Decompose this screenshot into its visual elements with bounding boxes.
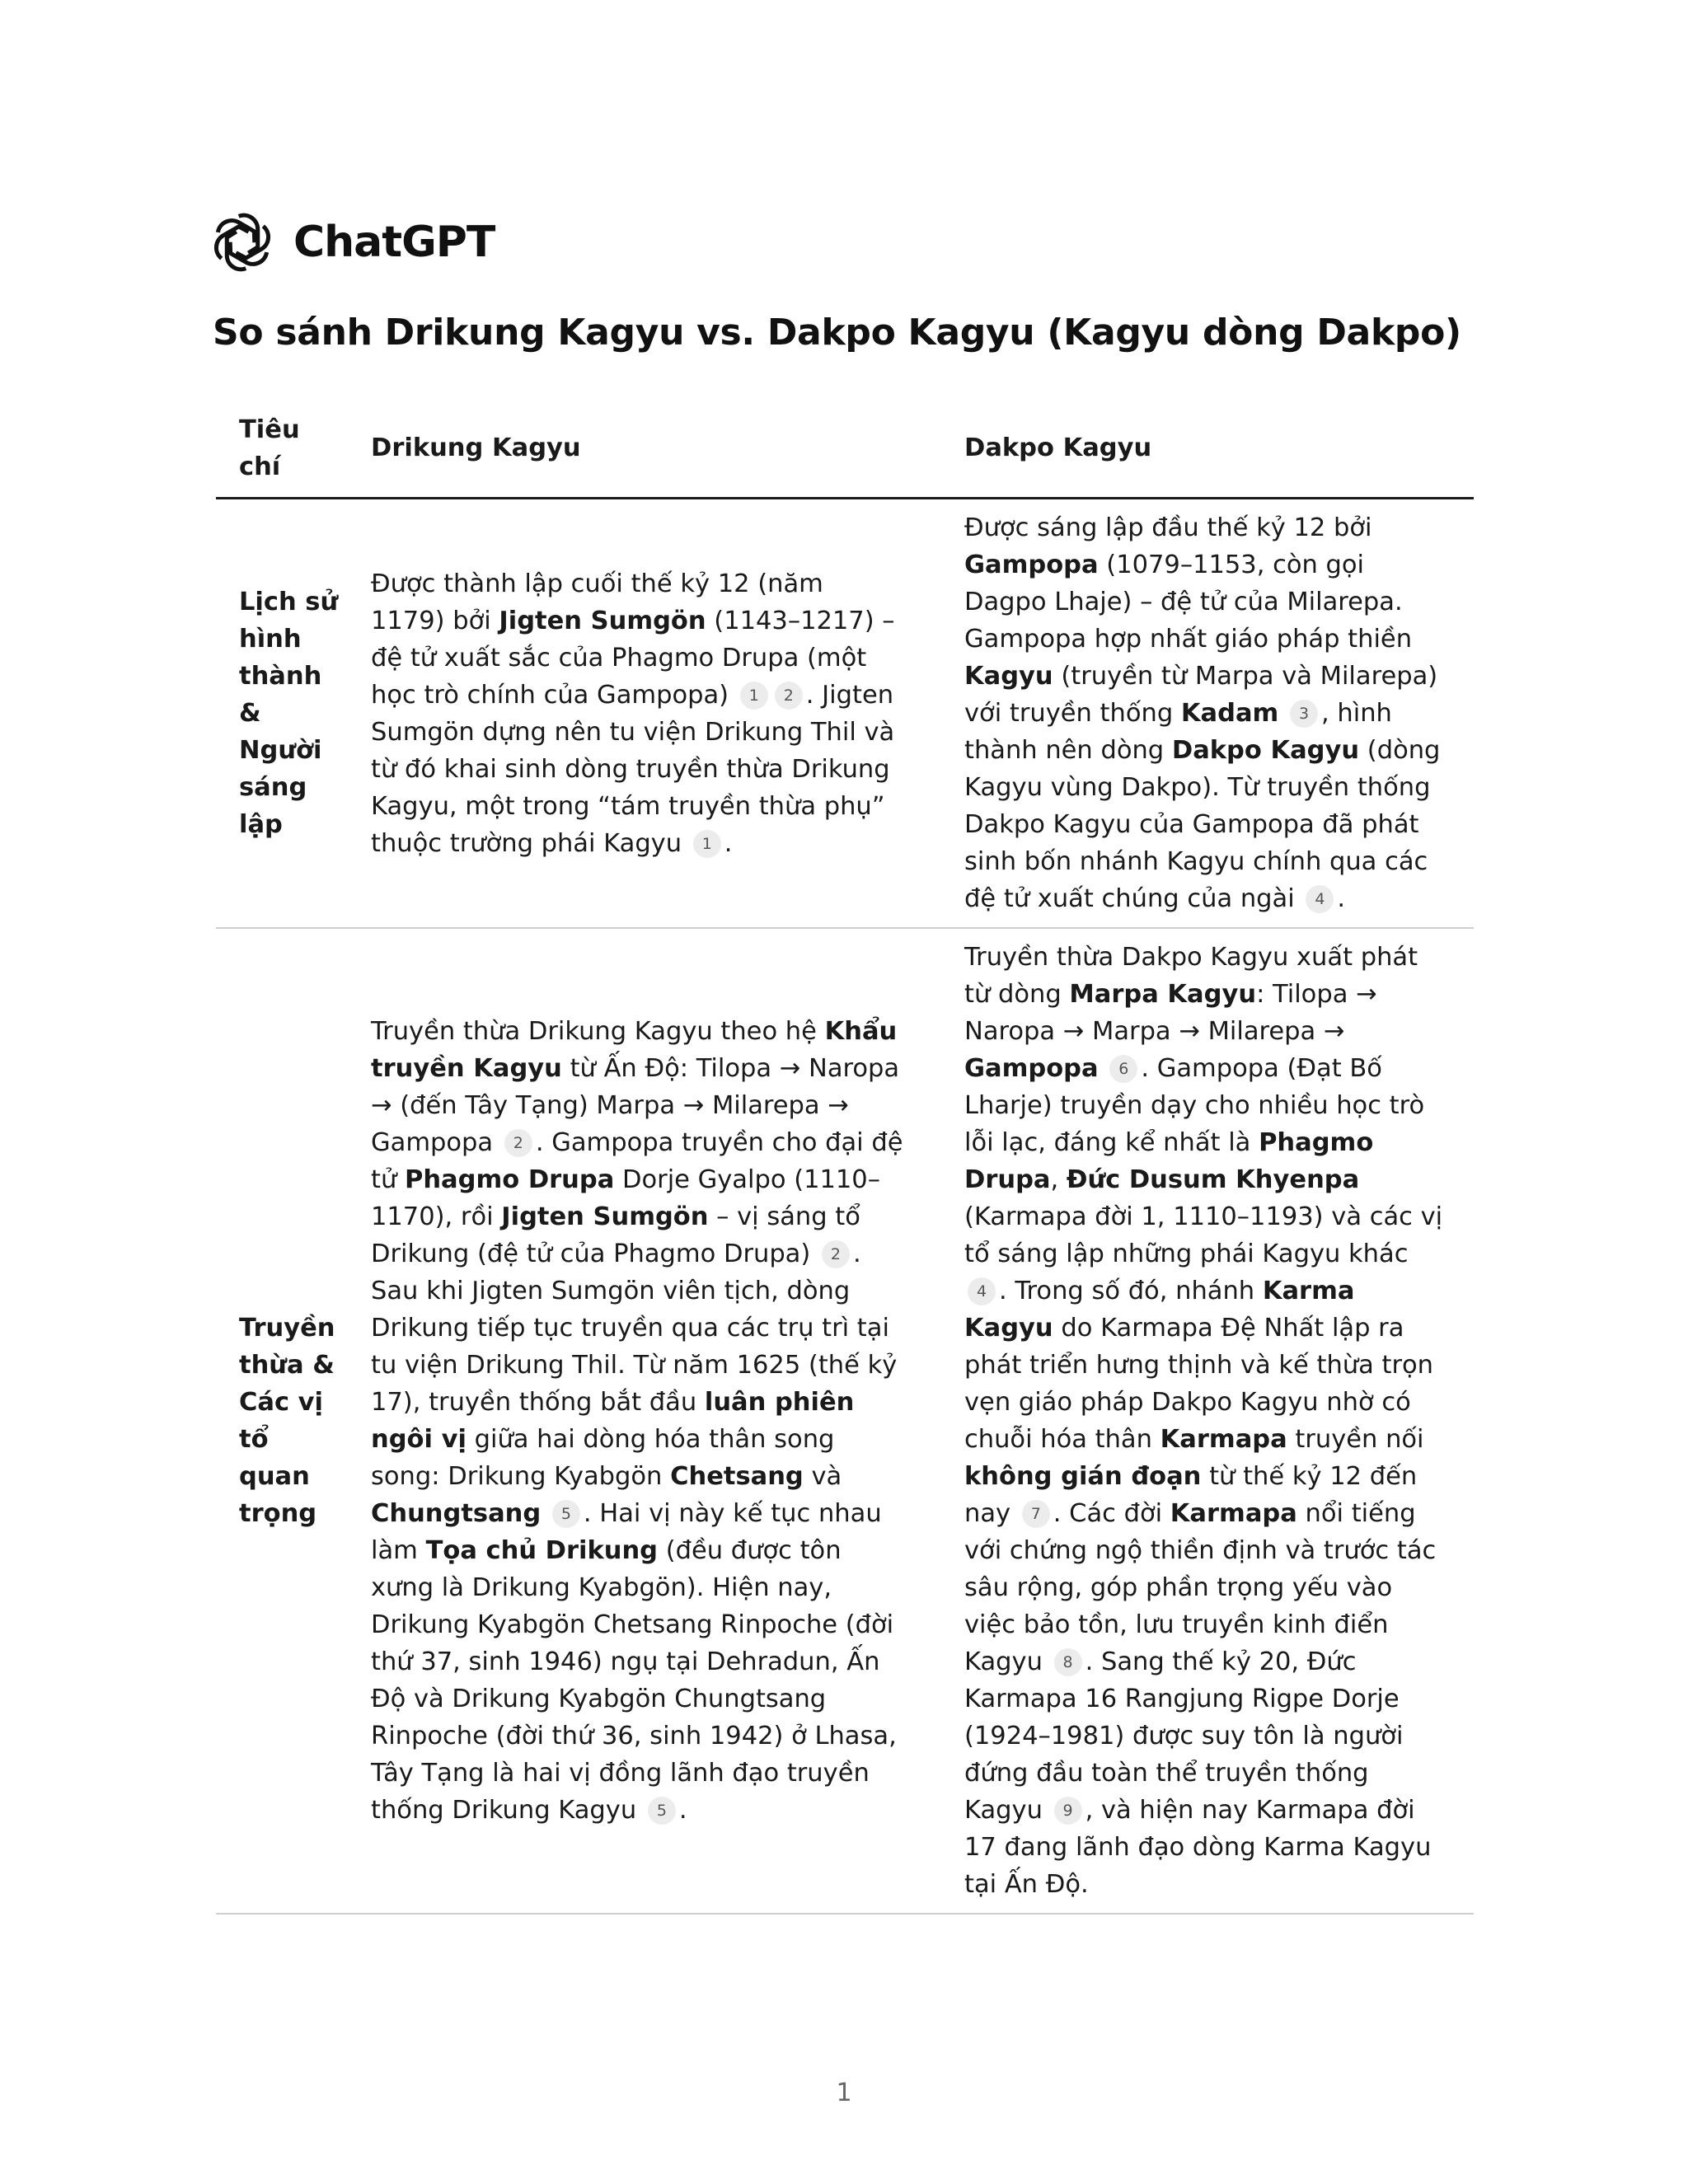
brand-header <box>213 213 495 272</box>
bold-text: Kagyu <box>964 662 1053 691</box>
table-row <box>216 928 1474 1914</box>
header-dakpo: Dakpo Kagyu <box>933 405 1474 499</box>
table-header-row <box>216 405 1474 499</box>
citation-badge[interactable]: 9 <box>1054 1797 1082 1825</box>
citation-badge[interactable]: 5 <box>552 1500 580 1528</box>
bold-text: Jigten Sumgön <box>501 1202 709 1231</box>
bold-text: Marpa Kagyu <box>1069 980 1257 1009</box>
page-number: 1 <box>836 2079 852 2107</box>
citation-badge[interactable]: 4 <box>968 1277 996 1305</box>
bold-text: Gampopa <box>964 551 1099 579</box>
citation-badge[interactable]: 1 <box>740 682 768 710</box>
bold-text: không gián đoạn <box>964 1462 1202 1491</box>
bold-text: Phagmo Drupa <box>404 1165 615 1194</box>
bold-text: Gampopa <box>964 1054 1099 1083</box>
dakpo-cell: Được sáng lập đầu thế kỷ 12 bởi Gampopa (1079–1153, còn gọi Dagpo Lhaje) – đệ tử của Milarepa. Gampopa hợp nhất giáo pháp thiền Kagyu (truyền từ Marpa và Milarepa) với truyền thống Kadam 3 , hình thành nên dòng Dakpo Kagyu (dòng Kagyu vùng Dakpo). Từ truyền thống Dakpo Kagyu của Gampopa đã phát sinh bốn nhánh Kagyu chính qua các đệ tử xuất chúng của ngài 4 . <box>933 499 1474 929</box>
drikung-cell: Truyền thừa Drikung Kagyu theo hệ Khẩu truyền Kagyu từ Ấn Độ: Tilopa → Naropa → (đến Tây Tạng) Marpa → Milarepa → Gampopa 2 . Gampopa truyền cho đại đệ tử Phagmo Drupa Dorje Gyalpo (1110–1170), rồi Jigten Sumgön – vị sáng tổ Drikung (đệ tử của Phagmo Drupa) 2 . Sau khi Jigten Sumgön viên tịch, dòng Drikung tiếp tục truyền qua các trụ trì tại tu viện Drikung Thil. Từ năm 1625 (thế kỷ 17), truyền thống bắt đầu luân phiên ngôi vị giữa hai dòng hóa thân song song: Drikung Kyabgön Chetsang và Chungtsang 5 . Hai vị này kế tục nhau làm Tọa chủ Drikung (đều được tôn xưng là Drikung Kyabgön). Hiện nay, Drikung Kyabgön Chetsang Rinpoche (đời thứ 37, sinh 1946) ngụ tại Dehradun, Ấn Độ và Drikung Kyabgön Chungtsang Rinpoche (đời thứ 36, sinh 1942) ở Lhasa, Tây Tạng là hai vị đồng lãnh đạo truyền thống Drikung Kagyu 5 . <box>348 928 933 1914</box>
bold-text: Karmapa <box>1170 1499 1297 1528</box>
citation-badge[interactable]: 1 <box>693 830 721 858</box>
openai-logo-icon <box>213 213 272 272</box>
bold-text: Kadam <box>1180 699 1279 728</box>
table-row <box>216 499 1474 929</box>
bold-text: Tọa chủ Drikung <box>425 1536 659 1565</box>
bold-text: Dakpo Kagyu <box>1171 736 1360 765</box>
citation-badge[interactable]: 7 <box>1022 1500 1050 1528</box>
bold-text: Jigten Sumgön <box>499 606 706 635</box>
citation-badge[interactable]: 2 <box>775 682 803 710</box>
brand-name: ChatGPT <box>293 218 495 267</box>
citation-badge[interactable]: 4 <box>1306 885 1334 913</box>
bold-text: Khẩu truyền Kagyu <box>371 1017 898 1083</box>
comparison-table <box>216 405 1474 1915</box>
page-title: So sánh Drikung Kagyu vs. Dakpo Kagyu (Kagyu dòng Dakpo) <box>213 312 1461 354</box>
bold-text: Phagmo Drupa <box>964 1128 1374 1194</box>
drikung-cell: Được thành lập cuối thế kỷ 12 (năm 1179) bởi Jigten Sumgön (1143–1217) – đệ tử xuất sắc của Phagmo Drupa (một học trò chính của Gampopa) 1 2 . Jigten Sumgön dựng nên tu viện Drikung Thil và từ đó khai sinh dòng truyền thừa Drikung Kagyu, một trong “tám truyền thừa phụ” thuộc trường phái Kagyu 1 . <box>348 499 933 929</box>
citation-badge[interactable]: 3 <box>1290 700 1318 728</box>
row-criterion: Truyền thừa & Các vị tổ quan trọng <box>216 928 348 1914</box>
header-drikung: Drikung Kagyu <box>348 405 933 499</box>
header-criterion: Tiêu chí <box>216 405 348 499</box>
bold-text: Chetsang <box>670 1462 804 1491</box>
bold-text: Karma Kagyu <box>964 1277 1355 1343</box>
citation-badge[interactable]: 5 <box>648 1797 676 1825</box>
citation-badge[interactable]: 2 <box>822 1240 850 1268</box>
bold-text: Karmapa <box>1160 1425 1287 1454</box>
bold-text: Đức Dusum Khyenpa <box>1066 1165 1360 1194</box>
bold-text: Chungtsang <box>371 1499 542 1528</box>
citation-badge[interactable]: 6 <box>1109 1055 1137 1083</box>
row-criterion: Lịch sử hình thành & Người sáng lập <box>216 499 348 929</box>
bold-text: luân phiên ngôi vị <box>371 1388 855 1454</box>
citation-badge[interactable]: 2 <box>504 1129 532 1157</box>
dakpo-cell: Truyền thừa Dakpo Kagyu xuất phát từ dòng Marpa Kagyu: Tilopa → Naropa → Marpa → Milarepa → Gampopa 6 . Gampopa (Đạt Bố Lharje) truyền dạy cho nhiều học trò lỗi lạc, đáng kể nhất là Phagmo Drupa, Đức Dusum Khyenpa (Karmapa đời 1, 1110–1193) và các vị tổ sáng lập những phái Kagyu khác 4 . Trong số đó, nhánh Karma Kagyu do Karmapa Đệ Nhất lập ra phát triển hưng thịnh và kế thừa trọn vẹn giáo pháp Dakpo Kagyu nhờ có chuỗi hóa thân Karmapa truyền nối không gián đoạn từ thế kỷ 12 đến nay 7 . Các đời Karmapa nổi tiếng với chứng ngộ thiền định và trước tác sâu rộng, góp phần trọng yếu vào việc bảo tồn, lưu truyền kinh điển Kagyu 8 . Sang thế kỷ 20, Đức Karmapa 16 Rangjung Rigpe Dorje (1924–1981) được suy tôn là người đứng đầu toàn thể truyền thống Kagyu 9 , và hiện nay Karmapa đời 17 đang lãnh đạo dòng Karma Kagyu tại Ấn Độ. <box>933 928 1474 1914</box>
citation-badge[interactable]: 8 <box>1054 1648 1082 1676</box>
